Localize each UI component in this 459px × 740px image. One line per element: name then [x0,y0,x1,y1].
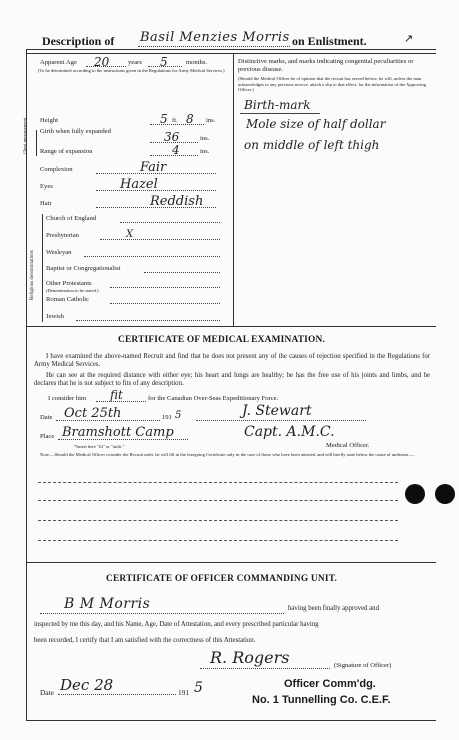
medical-officer-note: (Should the Medical Officer be of opinion that the recruit has served before, he will, unless the man acknowledges to any previous service, attach a slip to that effect, for the information of the Approving Officer.) [238,76,426,92]
expansion-label: Range of expansion [40,148,93,155]
eyes-line [96,190,216,191]
medical-section-bottom [26,562,436,563]
girth-label: Girth when fully expanded [40,128,111,135]
medical-heading: CERTIFICATE OF MEDICAL EXAMINATION. [118,335,326,345]
officer-signature: R. Rogers [210,648,290,667]
unfitness-line-2 [38,500,398,501]
age-note: (To be determined according to the instructions given in the Regulations for Army Medical Services.) [38,68,225,73]
age-months-value: 5 [160,55,168,69]
marks-line-2: Mole size of half dollar [246,117,386,131]
medical-date-value: Oct 25th [64,406,122,421]
medical-para-2: He can see at the required distance with either eye; his heart and lungs are healthy; he has the free use of his joints and limbs, and he declares that he is not subject to fits of any description. [34,372,430,388]
height-ft-value: 5 [160,112,168,126]
stamp-line-2: No. 1 Tunnelling Co. C.E.F. [252,694,391,706]
officer-date-value: Dec 28 [60,676,114,694]
height-ins-label: ins. [206,117,216,124]
insert-note: *Insert here "fit" or "unfit." [74,444,125,449]
religion-line-7 [76,320,220,321]
apparent-age-label: Apparent Age [40,59,77,66]
chest-label: Chest measurement [22,117,27,154]
ft-label: ft. [172,117,178,124]
religion-line-1 [120,222,220,223]
religion-church-of-england: Church of England [46,215,97,222]
religion-line-5 [110,287,220,288]
years-label: years [128,59,142,66]
religion-label: Religious denominations [30,250,35,300]
religion-wesleyan: Wesleyan [46,249,72,256]
corner-mark: ↗ [404,33,414,45]
hair-value: Reddish [150,194,204,209]
religion-roman-catholic: Roman Catholic [46,296,90,303]
officer-recruit-name: B M Morris [64,596,151,612]
complexion-value: Fair [140,160,167,175]
hair-label: Hair [40,200,52,207]
age-years-line [86,66,126,67]
officer-date-line [58,694,176,695]
officer-year-prefix: 191 [178,688,190,697]
stamp-line-1: Officer Comm'dg. [284,678,376,690]
punch-hole-1 [405,484,425,504]
height-in-value: 8 [186,112,194,126]
medical-unfit-note: Note.—Should the Medical Officer consider the Recruit unfit, he will fill in the foregoing Certificate only in the case of those who have been attested, and will briefly state below the cause of unfitness:— [40,452,415,457]
medical-date-label: Date [40,414,53,421]
girth-value: 36 [164,130,180,144]
medical-signature: J. Stewart [242,403,312,419]
religion-jewish: Jewish [46,313,64,320]
officer-signature-line [200,668,330,669]
officer-heading: CERTIFICATE OF OFFICER COMMANDING UNIT. [106,574,337,584]
religion-line-3 [84,256,220,257]
age-years-value: 20 [94,55,110,69]
months-label: months. [186,59,208,66]
medical-place-label: Place [40,433,55,440]
marks-line-3: on middle of left thigh [244,138,380,152]
medical-signature-rank: Capt. A.M.C. [244,424,335,440]
fitness-value: fit [110,388,123,402]
chest-bracket [36,130,37,156]
religion-line-2 [100,239,220,240]
eyes-label: Eyes [40,183,53,190]
header-divider [26,53,436,54]
medical-officer-label: Medical Officer. [326,442,370,449]
center-divider [233,53,234,326]
age-months-line [148,66,182,67]
punch-hole-2 [435,484,455,504]
religion-line-4 [144,272,220,273]
header-title-prefix: Description of [42,34,115,48]
officer-signature-label: (Signature of Officer) [334,662,392,669]
distinctive-marks-label: Distinctive marks, and marks indicating congenital peculiarities or previous disease. [238,58,414,73]
header-name-line [138,46,290,47]
marks-underline-1 [240,113,320,114]
complexion-line [96,173,216,174]
religion-other-protestants: Other Protestants [46,280,92,287]
header-title-suffix: on Enlistment. [292,34,367,48]
religion-baptist: Baptist or Congregationalist [46,265,121,272]
girth-ins-label: ins. [200,135,210,142]
medical-date-line [56,420,160,421]
fitness-line [96,401,146,402]
officer-date-label: Date [40,688,54,697]
religion-mark: X [126,229,134,240]
officer-name-line [40,613,284,614]
consider-suffix: for the Canadian Over-Seas Expeditionary Force. [148,395,279,402]
medical-place-line [58,439,188,440]
officer-year-digit: 5 [194,680,203,696]
expansion-line [150,155,198,156]
other-protestants-note: (Denomination to be stated.) [46,288,99,293]
consider-prefix: I consider him [48,395,87,402]
officer-line-3: been recorded, I certify that I am satisfied with the correctness of this Attestation. [34,637,256,644]
religion-presbyterian: Presbyterian [46,232,79,239]
religion-bracket [42,214,43,322]
unfitness-line-1 [38,482,398,483]
unfitness-line-3 [38,520,398,521]
expansion-ins-label: ins. [200,148,210,155]
medical-place-value: Bramshott Camp [62,425,174,440]
upper-section-bottom [26,326,436,327]
medical-year-prefix: 191 [162,414,172,421]
medical-para-1: I have examined the above-named Recruit and find that he does not present any of the causes of rejection specified in the Regulations for Army Medical Services. [34,353,430,369]
religion-line-6 [110,303,220,304]
height-label: Height [40,117,58,124]
header-name: Basil Menzies Morris [140,30,290,45]
bottom-border [26,720,436,721]
top-border [26,49,436,50]
medical-year-digit: 5 [175,410,182,421]
height-line [150,124,204,125]
hair-line [96,207,216,208]
medical-signature-line [196,420,366,421]
unfitness-line-4 [38,540,398,541]
expansion-value: 4 [172,143,180,157]
complexion-label: Complexion [40,166,73,173]
officer-line-1-suffix: having been finally approved and [288,605,379,612]
eyes-value: Hazel [120,177,158,192]
marks-line-1: Birth-mark [244,98,311,112]
officer-line-2: inspected by me this day, and his Name, Age, Date of Attestation, and every prescribed particular having [34,621,319,628]
